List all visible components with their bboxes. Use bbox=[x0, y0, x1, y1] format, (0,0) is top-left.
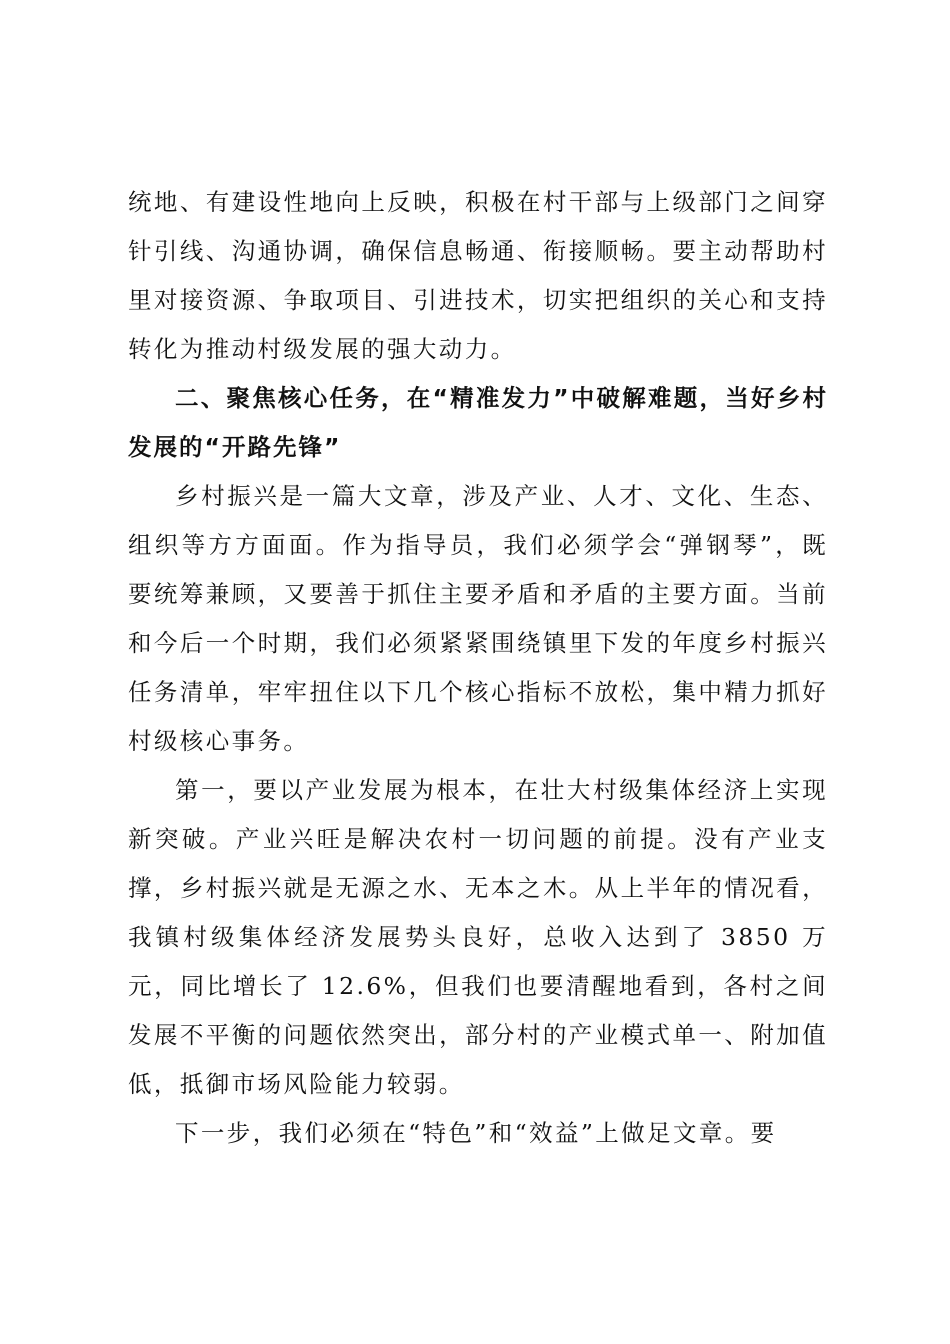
paragraph-industry-development: 第一，要以产业发展为根本，在壮大村级集体经济上实现新突破。产业兴旺是解决农村一切问题的前提。没有产业支撑，乡村振兴就是无源之水、无本之木。从上半年的情况看，我镇村级集体经济发展势头良好，总收入达到了 3850 万元，同比增长了 12.6%，但我们也要清醒地看到，各村之间发展不平衡的问题依然突出，部分村的产业模式单一、附加值低，抵御市场风险能力较弱。 bbox=[128, 776, 828, 1098]
section-heading: 二、聚焦核心任务，在“精准发力”中破解难题，当好乡村发展的“开路先锋” bbox=[128, 384, 828, 461]
paragraph-rural-revitalization: 乡村振兴是一篇大文章，涉及产业、人才、文化、生态、组织等方方面面。作为指导员，我们必须学会“弹钢琴”，既要统筹兼顾，又要善于抓住主要矛盾和矛盾的主要方面。当前和今后一个时期，我们必须紧紧围绕镇里下发的年度乡村振兴任务清单，牢牢扭住以下几个核心指标不放松，集中精力抓好村级核心事务。 bbox=[128, 482, 828, 755]
paragraph-continuation: 统地、有建设性地向上反映，积极在村干部与上级部门之间穿针引线、沟通协调，确保信息畅通、衔接顺畅。要主动帮助村里对接资源、争取项目、引进技术，切实把组织的关心和支持转化为推动村级发展的强大动力。 bbox=[128, 188, 828, 363]
document-body bbox=[128, 178, 828, 1158]
paragraph-next-step: 下一步，我们必须在“特色”和“效益”上做足文章。要 bbox=[175, 1119, 777, 1147]
